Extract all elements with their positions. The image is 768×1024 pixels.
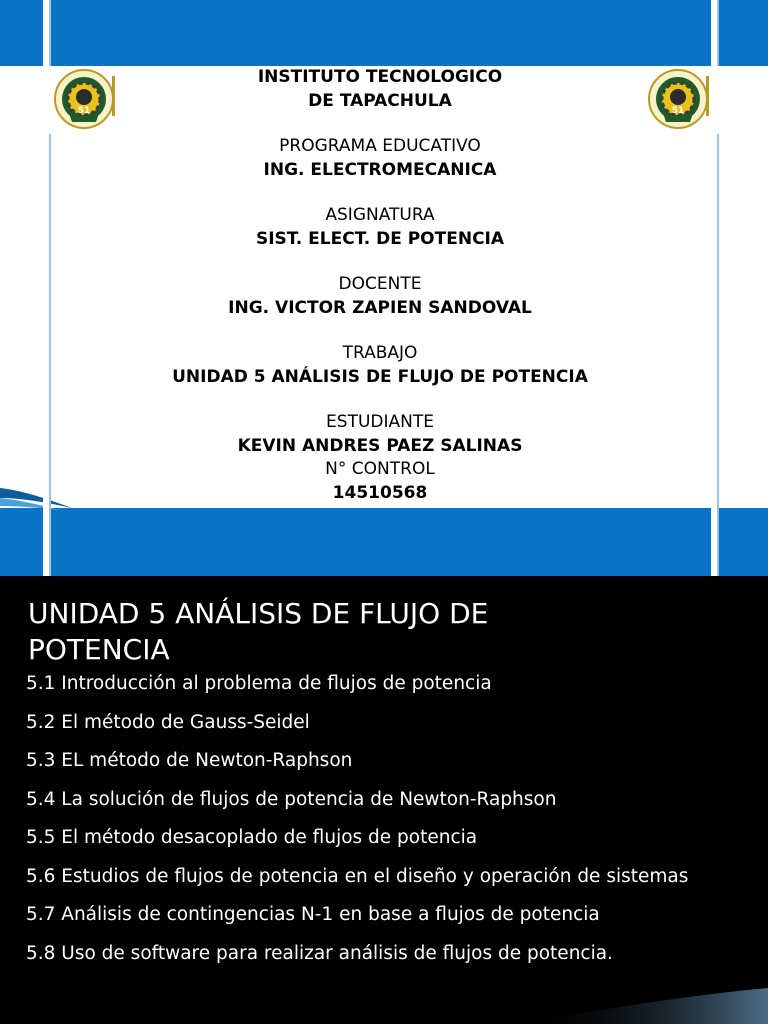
- program-label: PROGRAMA EDUCATIVO: [279, 136, 481, 156]
- work-value: UNIDAD 5 ANÁLISIS DE FLUJO DE POTENCIA: [172, 366, 588, 387]
- list-item: 5.4 La solución de flujos de potencia de Newton-Raphson: [26, 788, 557, 810]
- cover-text-block: [50, 66, 710, 505]
- list-item: 5.8 Uso de software para realizar análisis de flujos de potencia.: [26, 942, 613, 964]
- institution-name-line1: INSTITUTO TECNOLOGICO: [257, 67, 503, 87]
- program-value: ING. ELECTROMECANICA: [263, 159, 497, 180]
- list-item: 5.7 Análisis de contingencias N-1 en base a flujos de potencia: [26, 904, 600, 925]
- list-item: 5.1 Introducción al problema de flujos de potencia: [26, 673, 492, 694]
- contents-slide: [0, 576, 768, 1024]
- list-item: 5.5 El método desacoplado de flujos de potencia: [26, 827, 478, 848]
- teacher-value: ING. VICTOR ZAPIEN SANDOVAL: [228, 297, 532, 318]
- list-item: 5.2 El método de Gauss-Seidel: [26, 711, 310, 733]
- bottom-blue-band: [0, 508, 768, 576]
- svg-text:51: 51: [77, 106, 91, 116]
- subject-value: SIST. ELECT. DE POTENCIA: [255, 228, 505, 249]
- teacher-label: DOCENTE: [338, 274, 422, 294]
- top-blue-band: [0, 0, 768, 66]
- svg-text:51: 51: [671, 106, 685, 116]
- student-value: KEVIN ANDRES PAEZ SALINAS: [237, 435, 523, 456]
- list-item: 5.3 EL método de Newton-Raphson: [26, 750, 353, 771]
- contents-title: [28, 596, 628, 668]
- topics-list: [26, 672, 746, 980]
- work-label: TRABAJO: [342, 343, 418, 363]
- contents-title-line1: UNIDAD 5 ANÁLISIS DE FLUJO DE: [28, 597, 489, 630]
- control-label: N° CONTROL: [325, 459, 435, 479]
- institution-name-line2: DE TAPACHULA: [308, 90, 452, 111]
- control-value: 14510568: [332, 482, 428, 503]
- contents-title-line2: POTENCIA: [28, 633, 170, 666]
- subject-label: ASIGNATURA: [325, 205, 435, 225]
- student-label: ESTUDIANTE: [326, 412, 434, 432]
- list-item: 5.6 Estudios de flujos de potencia en el diseño y operación de sistemas: [26, 865, 689, 887]
